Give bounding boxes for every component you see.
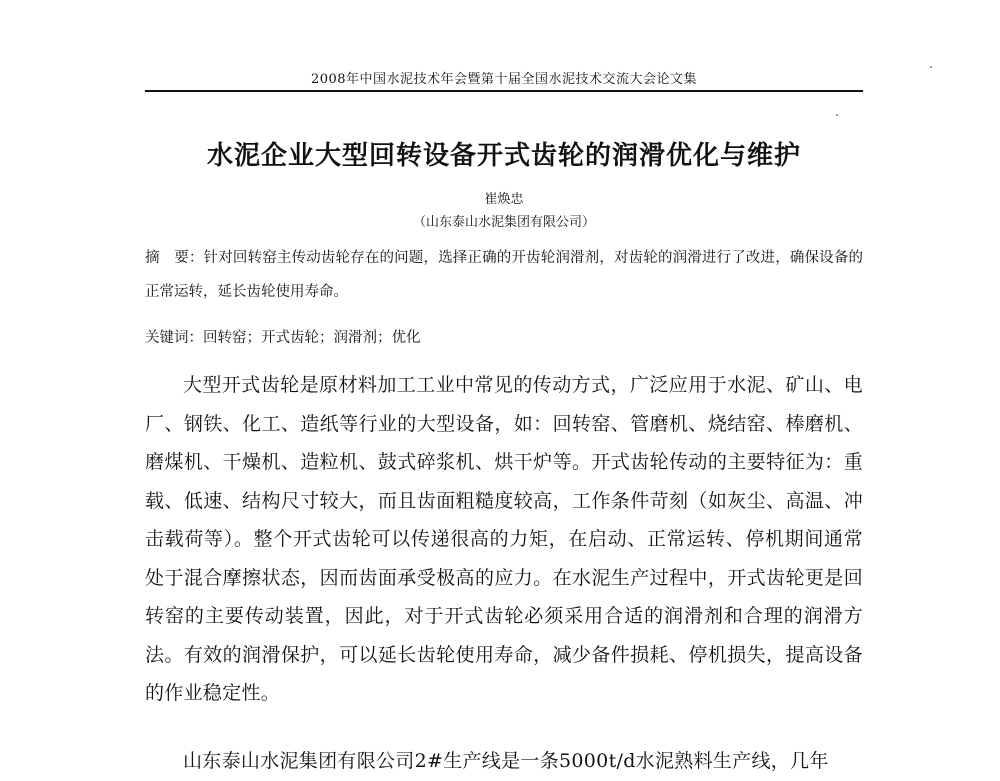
scan-speck — [930, 66, 932, 68]
scan-speck — [836, 114, 838, 116]
keywords: 关键词：回转窑；开式齿轮；润滑剂；优化 — [145, 330, 421, 346]
header-rule — [145, 90, 863, 92]
paper-title: 水泥企业大型回转设备开式齿轮的润滑优化与维护 — [206, 141, 801, 171]
running-header: 2008年中国水泥技术年会暨第十届全国水泥技术交流大会论文集 — [310, 72, 698, 87]
body-paragraph-continued: 山东泰山水泥集团有限公司2#生产线是一条5000t/d水泥熟料生产线，几年 — [183, 750, 829, 772]
author-affiliation: （山东泰山水泥集团有限公司） — [412, 215, 595, 230]
body-paragraph: 大型开式齿轮是原材料加工工业中常见的传动方式，广泛应用于水泥、矿山、电厂、钢铁、化工、造纸等行业的大型设备，如：回转窑、管磨机、烧结窑、棒磨机、磨煤机、干燥机、造粒机、鼓式碎浆机、烘干炉等。开式齿轮传动的主要特征为：重载、低速、结构尺寸较大，而且齿面粗糙度较高，工作条件苛刻（如灰尘、高温、冲击载荷等）。整个开式齿轮可以传递很高的力矩，在启动、正常运转、停机期间通常处于混合摩擦状态，因而齿面承受极高的应力。在水泥生产过程中，开式齿轮更是回转窑的主要传动装置，因此，对于开式齿轮必须采用合适的润滑剂和合理的润滑方法。有效的润滑保护，可以延长齿轮使用寿命，减少备件损耗、停机损失，提高设备的作业稳定性。 — [145, 374, 863, 704]
author-name: 崔焕忠 — [484, 192, 524, 207]
abstract: 摘 要：针对回转窑主传动齿轮存在的问题，选择正确的开齿轮润滑剂，对齿轮的润滑进行了改进，确保设备的正常运转，延长齿轮使用寿命。 — [145, 250, 863, 300]
